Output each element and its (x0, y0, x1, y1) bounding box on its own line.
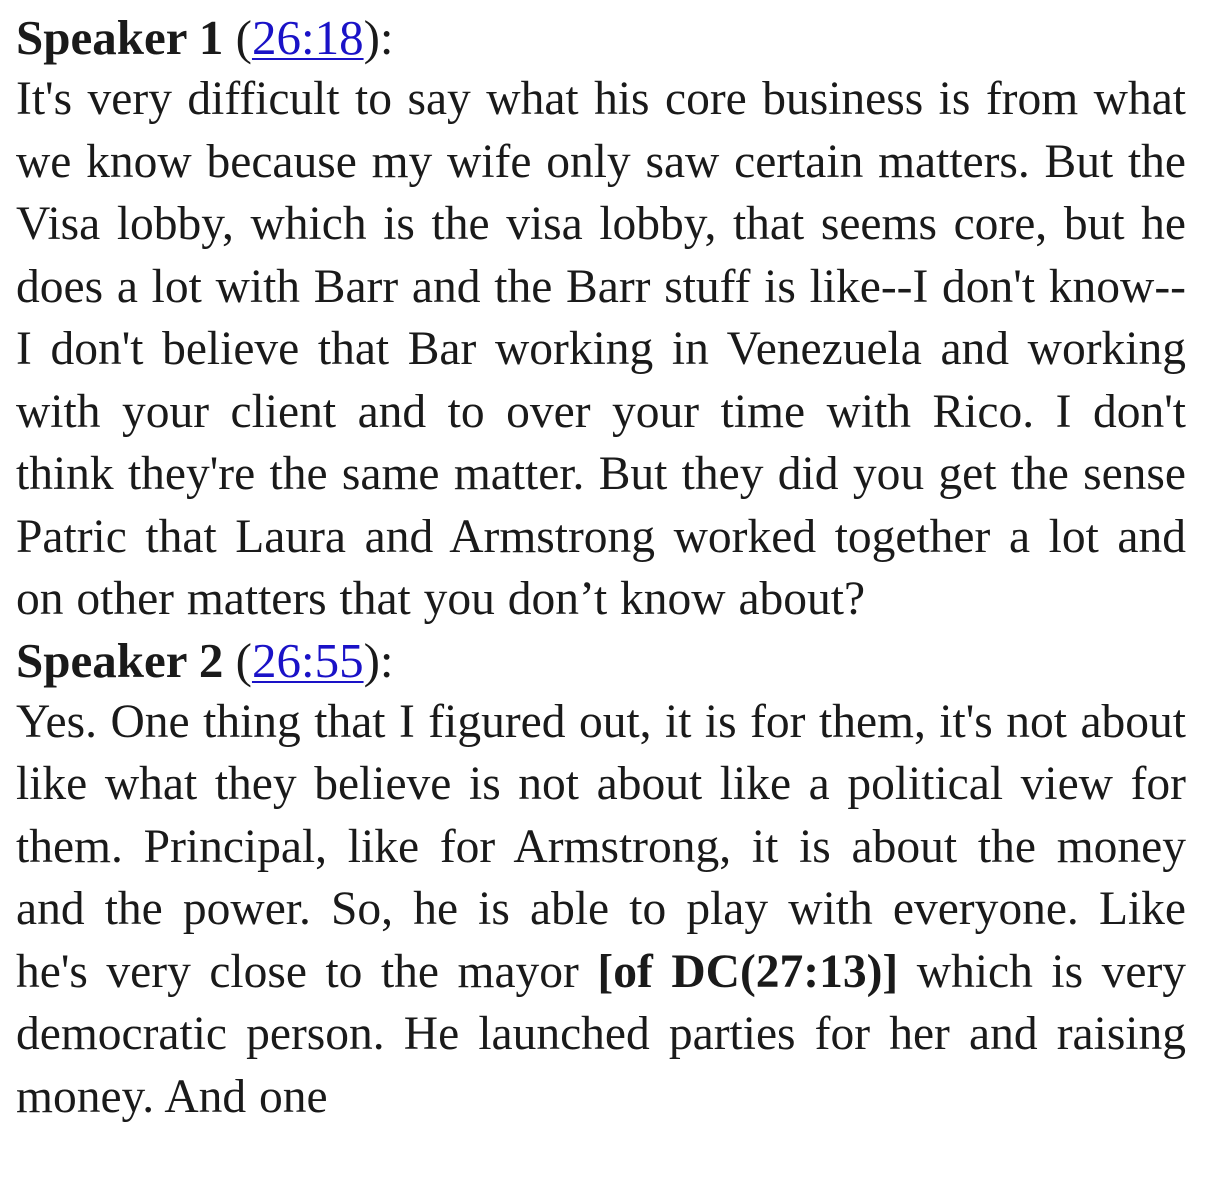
speaker-2-bracket-note: [of DC(27:13)] (597, 945, 899, 998)
speaker-2-text (16, 691, 1186, 1129)
speaker-2-header (16, 631, 1186, 691)
speaker-1-header (16, 8, 1186, 68)
speaker-2-open-paren: ( (223, 632, 252, 688)
speaker-2-close-paren: ): (363, 632, 394, 688)
speaker-2-name: Speaker 2 (16, 632, 224, 688)
speaker-1-open-paren: ( (223, 10, 252, 65)
speaker-1-close-paren: ): (363, 10, 394, 65)
speaker-2-text-after: which is very democratic person. He launched parties for her and raising money. And one (16, 945, 1187, 1123)
speaker-2-text-before: Yes. One thing that I figured out, it is for them, it's not about like what they believe is not about like a political view for them. Principal, like for Armstrong, it is about the money and the power. So, he is able to play with everyone. Like he's very close to the mayor (16, 695, 1186, 998)
speaker-1-name: Speaker 1 (16, 10, 224, 65)
speaker-2-timestamp-link[interactable]: 26:55 (251, 632, 364, 688)
speaker-1-timestamp-link[interactable]: 26:18 (251, 10, 364, 65)
speaker-1-text: It's very difficult to say what his core business is from what we know because my wife only saw certain matters. But the Visa lobby, which is the visa lobby, that seems core, but he does a lot with Barr and the Barr stuff is like--I don't know--I don't believe that Bar working in Venezuela and working with your client and to over your time with Rico. I don't think they're the same matter. But they did you get the sense Patric that Laura and Armstrong worked together a lot and on other matters that you don’t know about? (16, 73, 1186, 625)
